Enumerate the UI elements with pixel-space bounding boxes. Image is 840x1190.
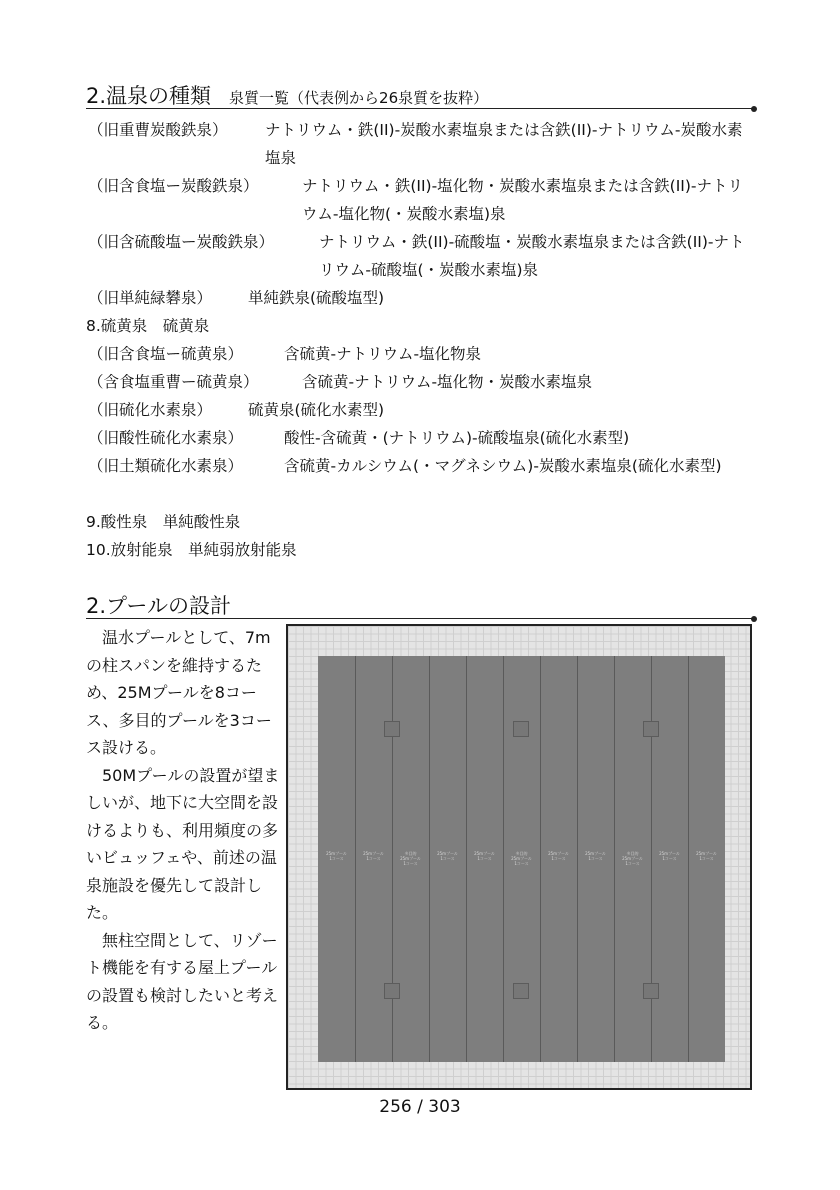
pool-plan-drawing: [286, 624, 752, 1090]
new-name: ナトリウム・鉄(II)-塩化物・炭酸水素塩泉または含鉄(II)-ナトリウム-塩化物(・炭酸水素塩)泉: [302, 177, 744, 223]
structural-column: [513, 983, 529, 999]
lane-label-line: 25mプール: [659, 851, 680, 856]
new-name: 硫黄泉(硫化水素型): [248, 401, 385, 419]
paragraph: 50Mプールの設置が望ましいが、地下に大空間を設けるよりも、利用頻度の多いビュッフェや、前述の温泉施設を優先して設計した。: [86, 765, 280, 922]
section-title: 2.温泉の種類: [86, 84, 212, 108]
lane-label-line: 25mプール: [363, 851, 384, 856]
lane-label: [690, 851, 724, 861]
section-title: 2.プールの設計: [86, 594, 231, 618]
lane-label-line: 1コース: [477, 856, 492, 861]
pool-description: [86, 624, 284, 1037]
lane-label-line: 25mプール: [511, 856, 532, 861]
lane-label: [653, 851, 687, 861]
heading-radioactive: 10.放射能泉 単純弱放射能泉: [86, 541, 297, 559]
new-name: ナトリウム・鉄(II)-硫酸塩・炭酸水素塩泉または含鉄(II)-ナトリウム-硫酸塩(・炭酸水素塩)泉: [319, 233, 745, 279]
section-subtitle: 泉質一覧（代表例から26泉質を抜粋）: [229, 89, 489, 107]
new-name: 酸性-含硫黄・(ナトリウム)-硫酸塩泉(硫化水素型): [284, 429, 630, 447]
structural-column: [643, 983, 659, 999]
lane-label-line: 1コース: [329, 856, 344, 861]
lane-label-line: 1コース: [514, 861, 529, 866]
structural-column: [384, 983, 400, 999]
page-number: 256 / 303: [379, 1097, 461, 1117]
new-name: 含硫黄-ナトリウム-塩化物・炭酸水素塩泉: [302, 373, 593, 391]
structural-column: [513, 721, 529, 737]
lane-label: [357, 851, 391, 861]
lane-label-line: 25mプール: [326, 851, 347, 856]
old-name: （旧含食塩ー炭酸鉄泉）: [88, 177, 259, 195]
heading-sulfur: 8.硫黄泉 硫黄泉: [86, 317, 210, 335]
old-name: （旧硫化水素泉）: [88, 401, 213, 419]
lane-label-line: 25mプール: [474, 851, 495, 856]
lane-label: [394, 851, 428, 866]
paragraph: 無柱空間として、リゾート機能を有する屋上プールの設置も検討したいと考える。: [86, 930, 279, 1032]
lane-label-line: 25mプール: [400, 856, 421, 861]
structural-column: [384, 721, 400, 737]
section-heading-onsen: [86, 86, 754, 109]
lane-label-line: 1コース: [588, 856, 603, 861]
lane-label-line: 1コース: [699, 856, 714, 861]
lane-label-line: 多目的: [404, 851, 417, 856]
heading-acidic: 9.酸性泉 単純酸性泉: [86, 513, 241, 531]
new-name: 単純鉄泉(硫酸塩型): [248, 289, 385, 307]
lane-label-line: 多目的: [515, 851, 528, 856]
lane-label: [320, 851, 354, 861]
old-name: （旧酸性硫化水素泉）: [88, 429, 244, 447]
lane-label: [431, 851, 465, 861]
new-name: ナトリウム・鉄(II)-炭酸水素塩泉または含鉄(II)-ナトリウム-炭酸水素塩泉: [265, 121, 743, 167]
old-name: （旧含食塩ー硫黄泉）: [88, 345, 244, 363]
lane-label-line: 25mプール: [622, 856, 643, 861]
old-name: （旧含硫酸塩ー炭酸鉄泉）: [88, 233, 275, 251]
lane-label-line: 1コース: [662, 856, 677, 861]
old-name: （旧単純緑礬泉）: [88, 289, 213, 307]
lane-label: [616, 851, 650, 866]
old-name: （含食塩重曹ー硫黄泉）: [88, 373, 259, 391]
lane-label-line: 1コース: [551, 856, 566, 861]
lane-label-line: 25mプール: [696, 851, 717, 856]
lane-label: [579, 851, 613, 861]
lane-label-line: 多目的: [626, 851, 639, 856]
new-name: 含硫黄-カルシウム(・マグネシウム)-炭酸水素塩泉(硫化水素型): [284, 457, 722, 475]
lane-label: [505, 851, 539, 866]
old-name: （旧土類硫化水素泉）: [88, 457, 244, 475]
lane-label-line: 25mプール: [548, 851, 569, 856]
lane-label-line: 25mプール: [585, 851, 606, 856]
lane-label: [468, 851, 502, 861]
paragraph: 温水プールとして、7mの柱スパンを維持するため、25Mプールを8コース、多目的プールを3コース設ける。: [86, 628, 272, 757]
pool-basin: [318, 656, 725, 1062]
lane-label-line: 1コース: [366, 856, 381, 861]
old-name: （旧重曹炭酸鉄泉）: [88, 121, 228, 139]
section-heading-pool: [86, 596, 754, 619]
lane-label: [542, 851, 576, 861]
lane-label-line: 1コース: [440, 856, 455, 861]
new-name: 含硫黄-ナトリウム-塩化物泉: [284, 345, 482, 363]
lane-label-line: 1コース: [625, 861, 640, 866]
lane-label-line: 1コース: [403, 861, 418, 866]
lane-label-line: 25mプール: [437, 851, 458, 856]
structural-column: [643, 721, 659, 737]
